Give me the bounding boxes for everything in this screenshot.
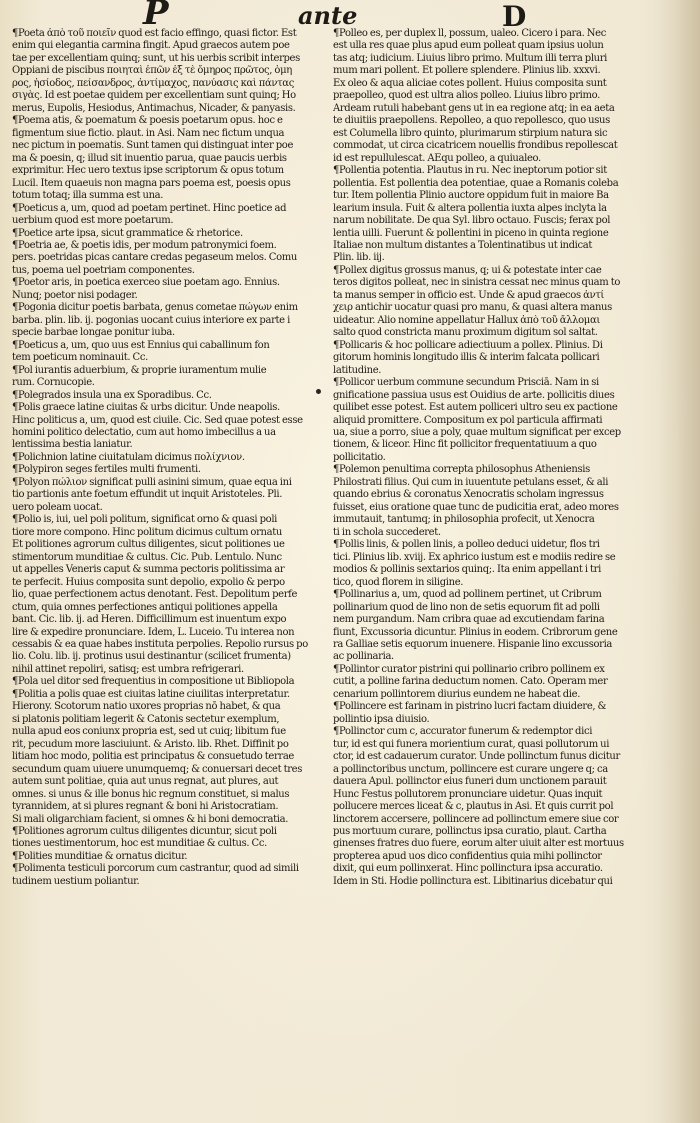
text-line: pollinarium quod de lino non de setis equorum fit ad polli xyxy=(333,601,600,613)
text-line: autem sunt politiae, quia aut unus regnat, aut plures, aut xyxy=(12,776,279,788)
text-line: nulla apud eos coniunx propria est, sed ut cuiq; libitum fue xyxy=(12,726,286,738)
text-line: id est repullulescat. AEqu polleo, a quiualeo. xyxy=(333,152,541,164)
text-line: Hierony. Scotorum natio uxores proprias nō habet, & qua xyxy=(12,701,281,713)
text-line: stimentorum munditiae & cultus. Cic. Pub. Lentulo. Nunc xyxy=(12,551,282,563)
text-line: Et politiones agrorum cultus diligentes, sicut politiones ue xyxy=(12,539,285,551)
text-line: ¶Pollincere est farinam in pistrino lucri factam diuidere, & xyxy=(333,701,607,713)
text-line: cessabis & ea quae habes instituta perpolies. Repolio rursus po xyxy=(12,638,308,650)
text-line: ρος, ἡσίοδος, πείσανδρος, ἀντίμαχος, πανύασις καὶ πάντας xyxy=(12,77,294,89)
text-line: ¶Pola uel ditor sed frequentius in compositione ut Bibliopola xyxy=(12,676,295,688)
text-line: bant. Cic. lib. ij. ad Heren. Difficillimum est inuentum expo xyxy=(12,614,287,626)
text-line: Ardeam rutuli habebant gens ut in ea regione atq; in ea aeta xyxy=(333,102,615,114)
text-line: quando ebrius & coronatus Xenocratis scholam ingressus xyxy=(333,489,604,501)
text-line: tur. Item pollentia Plinio auctore oppidum fuit in maiore Ba xyxy=(333,190,609,202)
text-line: χειρ antichir uocatur quasi pro manu, & quasi altera manus xyxy=(333,302,612,314)
text-line: ¶Pollicor uerbum commune secundum Prisciā. Nam in si xyxy=(333,377,599,389)
text-line: pers. poetridas picas cantare credas pegaseum melos. Comu xyxy=(12,252,297,264)
text-line: tas atq; iudicium. Liuius libro primo. Multum illi terra pluri xyxy=(333,52,608,64)
text-line: tus, poema uel poetriam componentes. xyxy=(12,264,195,276)
text-line: ¶Polichnion latine ciuitatulam dicimus πολίχνιον. xyxy=(12,451,245,463)
text-line: ¶Pol iurantis aduerbium, & proprie iuramentum mulie xyxy=(12,364,267,376)
text-line: te diuitiis praepollens. Repolleo, a quo repollesco, quo usus xyxy=(333,115,610,127)
text-line: ctor, id est cadauerum curator. Unde pollinctum funus dicitur xyxy=(333,751,620,763)
text-line: merus, Eupolis, Hesiodus, Antimachus, Nicader, & panyasis. xyxy=(12,102,296,114)
text-line: tyrannidem, at si plures regnant & boni hi Aristocratiam. xyxy=(12,801,279,813)
text-line: Lucil. Item quaeuis non magna pars poema est, poesis opus xyxy=(12,177,291,189)
text-line: uero poleam uocat. xyxy=(12,501,103,513)
text-line: tem poeticum nominauit. Cc. xyxy=(12,352,148,364)
text-line: ¶Poeticus a, um, quo uus est Ennius qui caballinum fon xyxy=(12,339,270,351)
text-line: est Columella libro quinto, plurimarum stirpium natura sic xyxy=(333,127,608,139)
text-line: omnes. si unus & ille bonus hic regnum constituet, si malus xyxy=(12,788,290,800)
text-line: si platonis politiam legerit & Catonis sectetur exemplum, xyxy=(12,713,280,725)
text-line: immutauit, tantumq; in philosophia profecit, ut Xenocra xyxy=(333,514,595,526)
text-line: Philostrati filius. Qui cum in iuuentute petulans esset, & ali xyxy=(333,476,609,488)
text-line: aliquid promittere. Compositum ex pol particula affirmati xyxy=(333,414,603,426)
text-line: ¶Pogonia dicitur poetis barbata, genus cometae πώγων enim xyxy=(12,302,298,314)
text-line: lentia uilli. Fuerunt & pollentini in piceno in quinta regione xyxy=(333,227,609,239)
text-line: ¶Polio is, iui, uel poli politum, significat orno & quasi poli xyxy=(12,514,278,526)
text-line: salto quod constricta manu proximum digitum sol saltat. xyxy=(333,327,598,339)
text-line: tici. Plinius lib. xviij. Ex aphrico iustum est e modiis redire se xyxy=(333,551,616,563)
text-line: ¶Pollis linis, & pollen linis, a polleo deduci uidetur, flos tri xyxy=(333,539,600,551)
text-line: ginenses fratres duo fuere, eorum alter uiuit alter est mortuus xyxy=(333,838,624,850)
text-line: Ex oleo & aqua aliciae cotes pollent. Huius composita sunt xyxy=(333,77,607,89)
text-line: lio. Colu. lib. ij. protinus usui destinantur (scilicet frumenta) xyxy=(12,651,291,663)
text-line: propterea apud uos dico confidentius quia mihi pollinctor xyxy=(333,850,602,862)
text-line: ¶Pollex digitus grossus manus, q; ui & potestate inter cae xyxy=(333,264,602,276)
text-line: ¶Polemon penultima correpta philosophus Atheniensis xyxy=(333,464,590,476)
text-line: lire & expedire pronunciare. Idem, L. Luceio. Tu interea non xyxy=(12,626,295,638)
text-line: cutit, a polline farina deductum nomen. Cato. Operam mer xyxy=(333,676,608,688)
text-line: nihil attinet repoliri, satisq; est umbra refrigerari. xyxy=(12,663,244,675)
text-line: fiunt, Excussoria dicuntur. Plinius in eodem. Cribrorum gene xyxy=(333,626,618,638)
text-line: ua, siue a porro, siue a poly, quae multum significat per excep xyxy=(333,427,621,438)
text-line: Idem in Sti. Hodie pollinctura est. Libitinarius dicebatur qui xyxy=(333,875,613,887)
text-line: learium insula. Fuit & altera pollentia iuxta alpes inclyta la xyxy=(333,202,607,214)
text-line: lio, quae perfectionem actus denotant. Fest. Depolitum perfe xyxy=(12,589,298,601)
text-line: enim qui elegantia carmina fingit. Apud graecos autem poe xyxy=(12,40,290,52)
text-line: totum totaq; illa summa est una. xyxy=(12,190,164,202)
text-line: dauera Apul. pollinctor eius funeri dum unctionem parauit xyxy=(333,776,607,788)
left-column xyxy=(12,28,330,1083)
text-line: latitudine. xyxy=(333,364,382,376)
text-line: σιγὰς. Id est poetae quidem per excellentiam sunt quinq; Ho xyxy=(12,90,296,102)
text-line: Oppiani de piscibus ποιηταὶ ἐπῶν ἐξ τὲ ὄμηρος πρῶτος, ὁμη xyxy=(12,65,292,77)
text-line: pollentia. Est pollentia dea potentiae, quae a Romanis coleba xyxy=(333,177,619,189)
text-line: specie barbae longae ponitur iuba. xyxy=(12,327,175,339)
text-line: gitorum hominis longitudo illis & interim falcata pollicari xyxy=(333,352,600,364)
text-line: Hunc Festus pollutorem pronunciare uidetur. Quas inquit xyxy=(333,788,603,800)
text-line: ¶Poetria ae, & poetis idis, per modum patronymici foem. xyxy=(12,239,277,251)
text-line: ¶Polleo es, per duplex ll, possum, ualeo. Cicero i para. Nec xyxy=(333,28,606,39)
page-edge-shadow xyxy=(640,0,700,1123)
text-line: ma & poesin, q; illud sit inuentio parua, quae paucis uerbis xyxy=(12,152,287,164)
text-line: dixit, qui eum pollinxerat. Hinc pollinctura ipsa accuratio. xyxy=(333,863,603,875)
text-line: ¶Poeticus a, um, quod ad poetam pertinet. Hinc poetice ad xyxy=(12,202,287,214)
text-line: linctorem accersere, pollincere ad pollinctum emere siue cor xyxy=(333,813,619,825)
text-line: ¶Poetice arte ipsa, sicut grammatice & rhetorice. xyxy=(12,227,243,239)
text-line: fuisset, eius oratione quae tunc de pudicitia erat, adeo mores xyxy=(333,501,619,513)
text-line: ti in schola succederet. xyxy=(333,526,441,538)
text-line: figmentum siue fictio. plaut. in Asi. Nam nec fictum unqua xyxy=(12,127,285,139)
text-line: mum mari pollent. Et pollere splendere. Plinius lib. xxxvi. xyxy=(333,65,601,77)
text-line: te perfecit. Huius composita sunt depolio, expolio & perpo xyxy=(12,576,285,588)
text-line: pus mortuum curare, pollinctus ipsa curatio, plaut. Cartha xyxy=(333,826,607,837)
text-line: commodat, ut circa cicatricem nouellis frondibus repollescat xyxy=(333,140,618,152)
text-line: Plin. lib. iij. xyxy=(333,252,385,264)
text-line: litiam hoc modo, politia est principatus & consuetudo terrae xyxy=(12,751,295,763)
text-line: ut appelles Veneris caput & summa pectoris politissima ar xyxy=(12,564,285,576)
text-line: gnificatione passiua usus est Ouidius de arte. pollicitis diues xyxy=(333,389,615,401)
header-word: ante xyxy=(298,1,358,30)
text-line: Hinc politicus a, um, quod est ciuile. Cic. Sed quae potest esse xyxy=(12,414,303,426)
header-letter-left: P xyxy=(143,0,169,33)
text-line: tiones uestimentorum, hoc est munditiae & cultus. Cc. xyxy=(12,838,267,850)
text-line: ¶Polypiron seges fertiles multi frumenti. xyxy=(12,464,201,476)
text-line: uerbium quod est more poetarum. xyxy=(12,215,174,227)
text-line: nec pictum in poematis. Sunt tamen qui distinguat inter poe xyxy=(12,140,294,152)
text-line: secundum quam uiuere unumquemq; & conuersari decet tres xyxy=(12,763,303,775)
text-line: ¶Pollintor curator pistrini qui pollinario cribro pollinem ex xyxy=(333,663,605,675)
text-line: ¶Polegrados insula una ex Sporadibus. Cc. xyxy=(12,389,212,401)
text-line: ¶Pollinctor cum c, accurator funerum & redemptor dici xyxy=(333,726,593,738)
text-line: teros digitos polleat, nec in sinistra cessat nec minus quam to xyxy=(333,277,621,289)
text-line: ¶Polis graece latine ciuitas & urbs dicitur. Unde neapolis. xyxy=(12,402,280,414)
text-line: ¶Poema atis, & poematum & poesis poetarum opus. hoc e xyxy=(12,115,283,127)
text-line: ¶Politiones agrorum cultus diligentes dicuntur, sicut poli xyxy=(12,826,277,837)
text-line: ac pollinaria. xyxy=(333,651,394,663)
text-line: tico, quod florem in siligine. xyxy=(333,576,464,588)
right-column xyxy=(333,28,640,1083)
text-line: ta manus semper in officio est. Unde & apud graecos ἀντί xyxy=(333,289,604,301)
text-line: pollucere merces liceat & c, plautus in Asi. Et quis currit pol xyxy=(333,801,614,813)
text-line: tionem, & liceor. Hinc fit pollicitor frequentatiuum a quo xyxy=(333,439,597,451)
text-line: tiore more compono. Hinc politum dicimus cultum ornatu xyxy=(12,526,282,538)
text-line: lentissima bestia laniatur. xyxy=(12,439,133,451)
text-line: ra Galliae setis equorum inuenere. Hispanie lino excussoria xyxy=(333,638,613,650)
text-line: barba. plin. lib. ij. pogonias uocant cuius interiore ex parte i xyxy=(12,314,290,326)
text-line: ¶Poetor aris, in poetica exerceo siue poetam ago. Ennius. xyxy=(12,277,280,289)
text-line: homini politico delectatio, cum aut homo imbecillus a ua xyxy=(12,427,276,438)
text-line: a pollinctoribus unctum, pollincere est curare ungere q; ca xyxy=(333,763,608,775)
text-line: est ulla res quae plus apud eum polleat quam ipsius uolun xyxy=(333,40,604,52)
text-line: ctum, quia omnes perfectiones antiqui politiones appella xyxy=(12,601,278,613)
text-line: uideatur. Alio nomine appellatur Hallux ἀπὸ τοῦ ἄλλομαι xyxy=(333,314,600,326)
text-line: Si mali oligarchiam facient, si omnes & hi boni democratia. xyxy=(12,813,289,825)
text-line: ¶Polimenta testiculi porcorum cum castrantur, quod ad simili xyxy=(12,863,299,875)
text-line: cenarium pollintorem diurius eundem ne habeat die. xyxy=(333,688,581,700)
ink-dot xyxy=(316,389,321,394)
text-line: nem purgandum. Nam cribra quae ad excutiendam farina xyxy=(333,614,605,626)
text-line: Italiae non multum distantes a Tolentinatibus ut indicat xyxy=(333,239,593,251)
text-line: quilibet esse potest. Est autem polliceri ultro seu ex pactione xyxy=(333,402,618,414)
text-line: ¶Pollicaris & hoc pollicare adiectiuum a pollex. Plinius. Di xyxy=(333,339,603,351)
text-line: rit, pecudum more lasciuiunt. & Aristo. lib. Rhet. Diffinit po xyxy=(12,738,289,750)
text-line: ¶Pollentia potentia. Plautus in ru. Nec ineptorum potior sit xyxy=(333,165,607,177)
header-letter-right: D xyxy=(502,0,527,33)
text-line: praepolleo, quod est ultra alios polleo. Liuius libro primo. xyxy=(333,90,600,102)
text-line: ¶Politia a polis quae est ciuitas latine ciuilitas interpretatur. xyxy=(12,688,290,700)
text-line: tio partionis ante foetum effundit ut inquit Aristoteles. Pli. xyxy=(12,489,283,501)
text-line: Nunq; poetor nisi podager. xyxy=(12,289,138,301)
text-line: modios & pollinis sextarios quinq;. Ita enim appellant i tri xyxy=(333,564,601,576)
text-line: rum. Cornucopie. xyxy=(12,377,95,389)
text-line: tae per excellentiam quinq; sunt, ut his uerbis scribit interpes xyxy=(12,52,300,64)
text-line: tudinem uestium poliantur. xyxy=(12,875,140,887)
text-line: pollintio ipsa diuisio. xyxy=(333,713,430,725)
text-line: ¶Polities munditiae & ornatus dicitur. xyxy=(12,850,188,862)
text-line: ¶Pollinarius a, um, quod ad pollinem pertinet, ut Cribrum xyxy=(333,589,602,601)
text-line: tur, id est qui funera morientium curat, quasi pollutorum ui xyxy=(333,738,610,750)
text-line: narum nobilitate. De qua Syl. libro octauo. Fuscis; ferax pol xyxy=(333,215,611,227)
text-line: exprimitur. Hec uero textus ipse scriptorum & opus totum xyxy=(12,165,284,177)
text-line: ¶Poeta ἀπὸ τοῦ ποιεῖν quod est facio effingo, quasi fictor. Est xyxy=(12,28,297,39)
text-line: ¶Polyon πώλιον significat pulli asinini simum, quae equa ini xyxy=(12,476,292,488)
text-line: pollicitatio. xyxy=(333,451,386,463)
